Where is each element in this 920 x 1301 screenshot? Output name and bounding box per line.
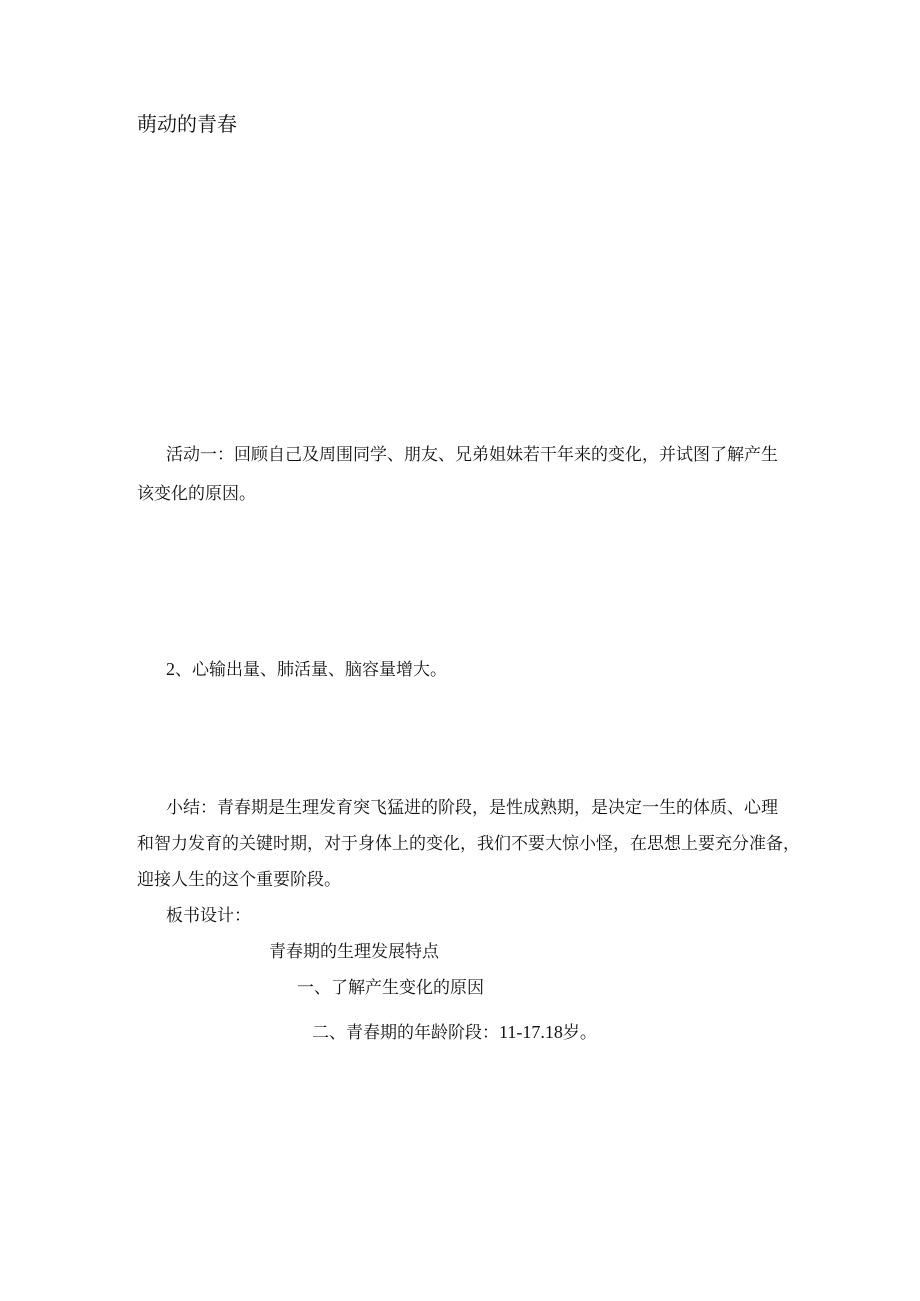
board-item-2-prefix: 二、青春期的年龄阶段：	[312, 1023, 499, 1043]
board-design-title: 青春期的生理发展特点	[269, 942, 439, 962]
summary-line3: 迎接人生的这个重要阶段。	[137, 870, 341, 890]
board-item-2-range: 11-17.18	[499, 1022, 563, 1042]
board-item-1: 一、了解产生变化的原因	[297, 978, 484, 998]
activity1-line1: 活动一：回顾自己及周围同学、朋友、兄弟姐妹若干年来的变化，并试图了解产生	[166, 445, 778, 465]
document-title: 萌动的青春	[137, 112, 237, 136]
board-item-2	[312, 1021, 597, 1044]
summary-line1: 小结：青春期是生理发育突飞猛进的阶段，是性成熟期，是决定一生的体质、心理	[166, 798, 778, 818]
point2-number: 2	[166, 659, 175, 679]
point2-line	[166, 658, 447, 681]
board-item-2-suffix: 岁。	[562, 1023, 597, 1043]
activity1-line2: 该变化的原因。	[137, 484, 256, 504]
board-design-label: 板书设计：	[166, 906, 251, 926]
summary-line2: 和智力发育的关键时期，对于身体上的变化，我们不要大惊小怪，在思想上要充分准备，	[137, 834, 800, 854]
point2-text: 、心输出量、肺活量、脑容量增大。	[175, 660, 447, 680]
